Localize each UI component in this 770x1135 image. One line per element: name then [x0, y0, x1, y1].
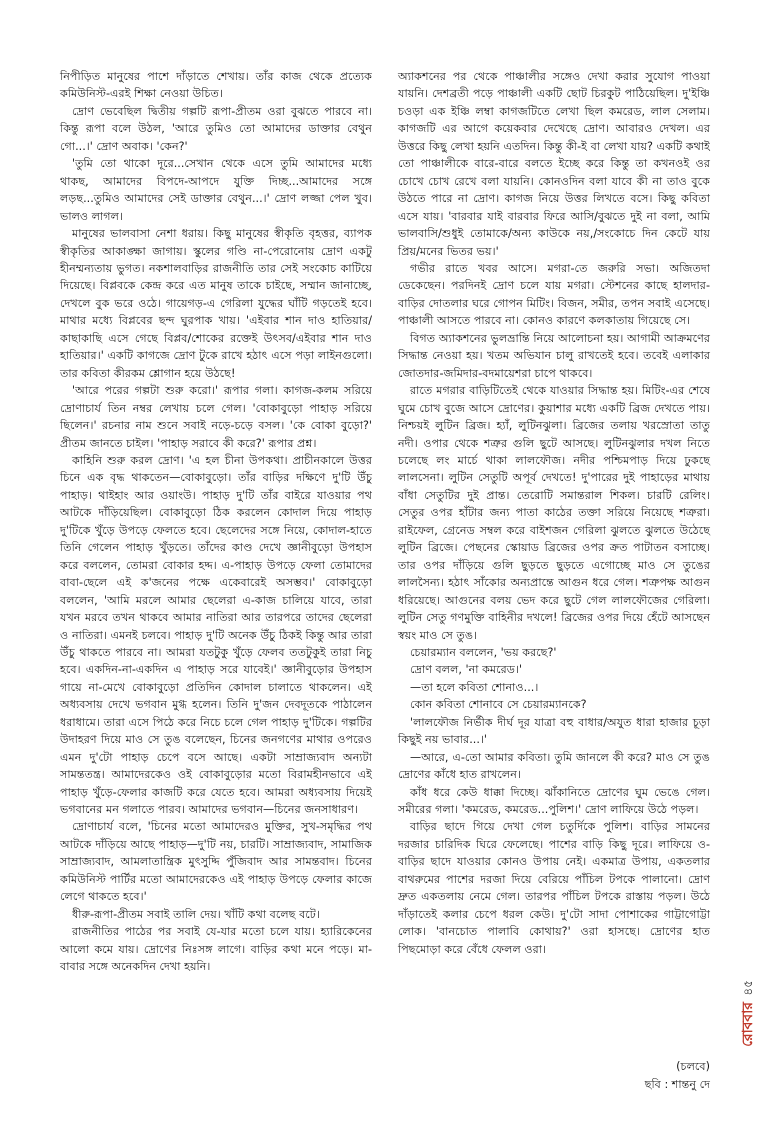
- paragraph: 'আরে পরের গল্পটা শুরু করো।' রূপার গলা। কাগজ-কলম সরিয়ে দ্রোণাচার্য তিন নম্বর লেখায় চলে গেল। 'বোকাবুড়ো পাহাড় সরিয়ে ছিলেন।' রচনার নাম শুনে সবাই নড়ে-চড়ে বসল। 'কে বোকা বুড়ো?' প্রীতম জানতে চাইল। 'পাহাড় সরাবে কী করে?' রূপার প্রশ্ন।: [60, 384, 372, 450]
- paragraph: কাঁধ ধরে কেউ ধাক্কা দিচ্ছে। ঝাঁকানিতে দ্রোণের ঘুম ভেঙে গেল। সমীরের গলা। 'কমরেড, কমরেড...পুলিশ।' দ্রোণ লাফিয়ে উঠে পড়ল।: [398, 785, 710, 817]
- paragraph: দ্রোণাচার্য বলে, 'চিনের মতো আমাদেরও মুক্তির, সুখ-সমৃদ্ধির পথ আটকে দাঁড়িয়ে আছে পাহাড়—দু'টি নয়, চারটি। সাম্রাজ্যবাদ, সামাজিক সাম্রাজ্যবাদ, আমলাতান্ত্রিক মুৎসুদ্দি পুঁজিবাদ আর সামন্তবাদ। চিনের কমিউনিস্ট পার্টির মতো আমাদেরকেও এই পাহাড় উপড়ে ফেলার কাজে লেগে থাকতে হবে।': [60, 820, 372, 904]
- page-number: ৪৫: [741, 980, 755, 996]
- paragraph: বিগত অ্যাকশনের ভুলভ্রান্তি নিয়ে আলোচনা হয়। আগামী আক্রমণের সিদ্ধান্ত নেওয়া হয়। খতম অভিযান চালু রাখতেই হবে। তবেই এলাকার জোতদার-জমিদার-বদমায়েশরা চাপে থাকবে।: [398, 331, 710, 380]
- paragraph: দ্রোণ বলল, 'না কমরেড।': [410, 663, 523, 677]
- paragraph: কোন কবিতা শোনাবে সে চেয়ারম্যানকে?: [410, 698, 587, 712]
- paragraph: রাতে মগরার বাড়িটিতেই থেকে যাওয়ার সিদ্ধান্ত হয়। মিটিং-এর শেষে ঘুমে চোখ বুজে আসে দ্রোণের। কুয়াশার মধ্যে একটি ব্রিজ দেখতে পায়। নিশ্চয়ই লুটিন ব্রিজ। হ্যাঁ, লুটিনঝুলা। ব্রিজের তলায় খরস্রোতা তাতু নদী। ওপার থেকে শত্রুর গুলি ছুটে আসছে। লুটিনঝুলার দখল নিতে চলেছে লং মার্চে থাকা লালফৌজ। নদীর পশ্চিমপাড় দিয়ে ঢুকছে লালসেনা। লুটিন সেতুটি অপূর্ব দেখতে! দু'পারের দুই পাহাড়ের মাথায় বাঁধা সেতুটির দুই প্রান্ত। তেরোটি সমান্তরাল শিকল। চারটি রেলিং। সেতুর ওপর হাঁটার জন্য পাতা কাঠের তক্তা সরিয়ে নিয়েছে শত্রুরা। রাইফেল, গ্রেনেড সম্বল করে বাইশজন গেরিলা ঝুলতে ঝুলতে উঠেছে লুটিন ব্রিজে। পেছনের স্কোয়াড ব্রিজের ওপর ক্রত পাটাতন বসাচ্ছে। তার ওপর দাঁড়িয়ে গুলি ছুড়তে ছুড়তে এগোচ্ছে মাও সে তুঙের লালসৈন্য। হঠাৎ সাঁকোর অন্যপ্রান্তে আগুন ধরে গেল। শত্রুপক্ষ আগুন ধরিয়েছে। আগুনের বলয় ভেদ করে ছুটে গেল লালফৌজের গেরিলা। লুটিন সেতু গণমুক্তি বাহিনীর দখলে! ব্রিজের ওপর দিয়ে হেঁটে আসছেন স্বয়ং মাও সে তুঙ।: [398, 384, 710, 642]
- article-page: [60, 68, 726, 1108]
- paragraph: —তা হলে কবিতা শোনাও...।: [410, 680, 539, 694]
- paragraph: মানুষের ভালবাসা নেশা ধরায়। কিছু মানুষের স্বীকৃতি বৃহত্তর, ব্যাপক স্বীকৃতির আকাঙ্ক্ষা জাগায়। স্কুলের গণ্ডি না-পেরোনোয় দ্রোণ একটু হীনম্মন্যতায় ভুগত। নকশালবাড়ির রাজনীতি তার সেই সংকোচ কাটিয়ে দিয়েছে। বিপ্লবকে কেন্দ্র করে এত মানুষ তাকে চাইছে, সম্মান জানাচ্ছে, দেখলে বুক ভরে ওঠে। গায়েগড়-এ গেরিলা যুদ্ধের ঘাঁটি গড়তেই হবে। মাথার মধ্যে বিপ্লবের ছন্দ ঘুরপাক খায়। 'এইবার শান দাও হাতিয়ার/কাছাকাছি এসে গেছে বিপ্লব/শোকের রক্তেই উৎসব/এইবার শান দাও হাতিয়ার।' একটি কাগজে দ্রোণ টুকে রাখে হঠাৎ এসে পড়া লাইনগুলো। তার কবিতা কীরকম শ্লোগান হয়ে উঠছে!: [60, 227, 372, 380]
- paragraph: দ্রোণ ভেবেছিল দ্বিতীয় গল্পটি রূপা-প্রীতম ওরা বুঝতে পারবে না। কিন্তু রূপা বলে উঠল, 'আরে তুমিও তো আমাদের ডাক্তার বেথুন গো...।' দ্রোণ অবাক। 'কেন?': [60, 104, 372, 153]
- paragraph: 'লালফৌজ নির্ভীক দীর্ঘ দূর যাত্রা বহু বাধার/অযুত ধারা হাজার চূড়া কিছুই নয় ভাবার...।': [398, 715, 710, 747]
- paragraph: নিপীড়িত মানুষের পাশে দাঁড়াতে শেখায়। তাঁর কাজ থেকে প্রত্যেক কমিউনিস্ট-এরই শিক্ষা নেওয়া উচিত।: [60, 70, 372, 101]
- illustration-credit: ছবি : শান্তনু দে: [644, 1078, 710, 1091]
- paragraph: রাজনীতির পাঠের পর সবাই যে-যার মতো চলে যায়। হ্যারিকেনের আলো কমে যায়। দ্রোণের নিঃসঙ্গ লাগে। বাড়ির কথা মনে পড়ে। মা-বাবার সঙ্গে অনেকদিন দেখা হয়নি।: [60, 925, 372, 974]
- magazine-name: রোববার: [740, 1001, 756, 1047]
- page-footer: [736, 980, 760, 1090]
- paragraph: 'তুমি তো থাকো দূরে...সেখান থেকে এসে তুমি আমাদের মধ্যে থাকছ, আমাদের বিপদে-আপদে যুক্তি দিচ্ছ...আমাদের সঙ্গে লড়ছ...তুমিও আমাদের সেই ডাক্তার বেথুন...।' দ্রোণ লজ্জা পেল খুব। ভালও লাগল।: [60, 157, 372, 223]
- right-column: [398, 68, 710, 958]
- left-column: [60, 68, 372, 976]
- paragraph: —আরে, এ-তো আমার কবিতা। তুমি জানলে কী করে? মাও সে তুঙ দ্রোণের কাঁধে হাত রাখলেন।: [398, 750, 710, 782]
- paragraph: গভীর রাতে খবর আসে। মগরা-তে জরুরি সভা। অজিতদা ডেকেছেন। পরদিনই দ্রোণ চলে যায় মগরা। স্টেশনের কাছে হালদার-বাড়ির দোতলার ঘরে গোপন মিটিং। বিজন, সমীর, তপন সবাই এসেছে। পাঞ্চালী আসতে পারবে না। কোনও কারণে কলকাতায় গিয়েছে সে।: [398, 261, 710, 328]
- paragraph: ধীরু-রূপা-প্রীতম সবাই তালি দেয়। খাঁটি কথা বলেছ বটে।: [72, 907, 320, 921]
- paragraph: চেয়ারম্যান বললেন, 'ভয় করছে?': [410, 645, 557, 659]
- paragraph: কাহিনি শুরু করল দ্রোণ। 'এ হল চীনা উপকথা। প্রাচীনকালে উত্তর চিনে এক বৃদ্ধ থাকতেন—বোকাবুড়ো। তাঁর বাড়ির দক্ষিণে দু'টি উঁচু পাহাড়। থাইহাং আর ওয়াংউ। পাহাড় দু'টি তাঁর বাইরে যাওয়ার পথ আটকে দাঁড়িয়েছিল। বোকাবুড়ো ঠিক করলেন কোদাল দিয়ে পাহাড় দু'টিকে খুঁড়ে উপড়ে ফেলতে হবে। ছেলেদের সঙ্গে নিয়ে, কোদাল-হাতে তিনি গেলেন পাহাড় খুঁড়তে। তাঁদের কাণ্ড দেখে জ্ঞানীবুড়ো উপহাস করে বললেন, তোমরা বোকার হদ্দ। এ-পাহাড় উপড়ে ফেলা তোমাদের বাবা-ছেলে এই ক'জনের পক্ষে একেবারেই অসম্ভব।' বোকাবুড়ো বললেন, 'আমি মরলে আমার ছেলেরা এ-কাজ চালিয়ে যাবে, তারা যখন মরবে তখন থাকবে আমার নাতিরা আর তারপরে তাদের ছেলেরা ও নাতিরা। এমনই চলবে। পাহাড় দু'টি অনেক উঁচু ঠিকই কিন্তু আর তারা উঁচু থাকতে পারবে না। আমরা যতটুকু খুঁড়ে ফেলব ততটুকুই তারা নিচু হবে। একদিন-না-একদিন এ পাহাড় সরে যাবেই।' জ্ঞানীবুড়োর উপহাস গায়ে না-মেখে বোকাবুড়ো প্রতিদিন কোদাল চালাতে থাকলেন। এই অধ্যবসায় দেখে ভগবান মুগ্ধ হলেন। তিনি দু'জন দেবদূতকে পাঠালেন ধরাধামে। তারা এসে পিঠে করে নিচে চলে গেল পাহাড় দু'টিকে। গল্পটির উদাহরণ দিয়ে মাও সে তুঙ বলেছেন, চিনের জনগণের মাথার ওপরেও এমন দু'টো পাহাড় চেপে বসে আছে। একটা সাম্রাজ্যবাদ অন্যটা সামন্ততন্ত্র। আমাদেরকেও ওই বোকাবুড়োর মতো বিরামহীনভাবে এই পাহাড় খুঁড়ে-ফেলার কাজটি করে যেতে হবে। আমরা অধ্যবসায় দিয়েই ভগবানের মন গলাতে পারব। আমাদের ভগবান—চিনের জনসাধারণ।: [60, 453, 372, 817]
- paragraph: অ্যাকশনের পর থেকে পাঞ্চালীর সঙ্গেও দেখা করার সুযোগ পাওয়া যায়নি। দেশব্রতী পড়ে পাঞ্চালী একটি ছোট চিরকুট পাঠিয়েছিল। দু'ইঞ্চি চওড়া এক ইঞ্চি লম্বা কাগজটিতে লেখা ছিল কমরেড, লাল সেলাম। কাগজটি এর আগে কয়েকবার দেখেছে দ্রোণ। আবারও দেখল। এর উত্তরে কিছু লেখা হয়নি এতদিন। কিন্তু কী-ই বা লেখা যায়? একটি কথাই তো পাঞ্চালীকে বারে-বারে বলতে ইচ্ছে করে কিন্তু তা কখনওই ওর চোখে চোখ রেখে বলা যায়নি। কোনওদিন বলা যাবে কী না তাও বুকে উঠতে পারে না দ্রোণ। কাগজ নিয়ে উত্তর লিখতে বসে। কিছু কবিতা এসে যায়। 'বারবার যাই বারবার ফিরে আসি/বুঝতে দুই না বলা, আমি ভালবাসি/শুধুই তোমাকে/অন্য কাউকে নয়,/সংকোচে দিন কেটে যায় প্রিয়/মনের ভিতর ভয়।': [398, 70, 710, 258]
- article-credits: [398, 1058, 710, 1094]
- continued-note: (চলবে): [676, 1060, 710, 1073]
- paragraph: বাড়ির ছাদে গিয়ে দেখা গেল চতুর্দিকে পুলিশ। বাড়ির সামনের দরজার চারিদিক ঘিরে ফেলেছে। পাশের বাড়ি কিছু দূরে। লাফিয়ে ও-বাড়ির ছাদে যাওয়ার কোনও উপায় নেই। একমাত্র উপায়, একতলার বাথরুমের পাশের দরজা দিয়ে বেরিয়ে পাঁচিল টপকে পালানো। দ্রোণ দ্রুত একতলায় নেমে গেল। তারপর পাঁচিল টপকে রাস্তায় পড়ল। উঠে দাঁড়াতেই কলার চেপে ধরল কেউ। দু'টো সাদা পোশাকের গাট্টাগোট্টা লোক। 'বানচোত পালাবি কোথায়?' ওরা হাসছে। দ্রোণের হাত পিছমোড়া করে বেঁধে ফেলল ওরা।: [398, 820, 710, 956]
